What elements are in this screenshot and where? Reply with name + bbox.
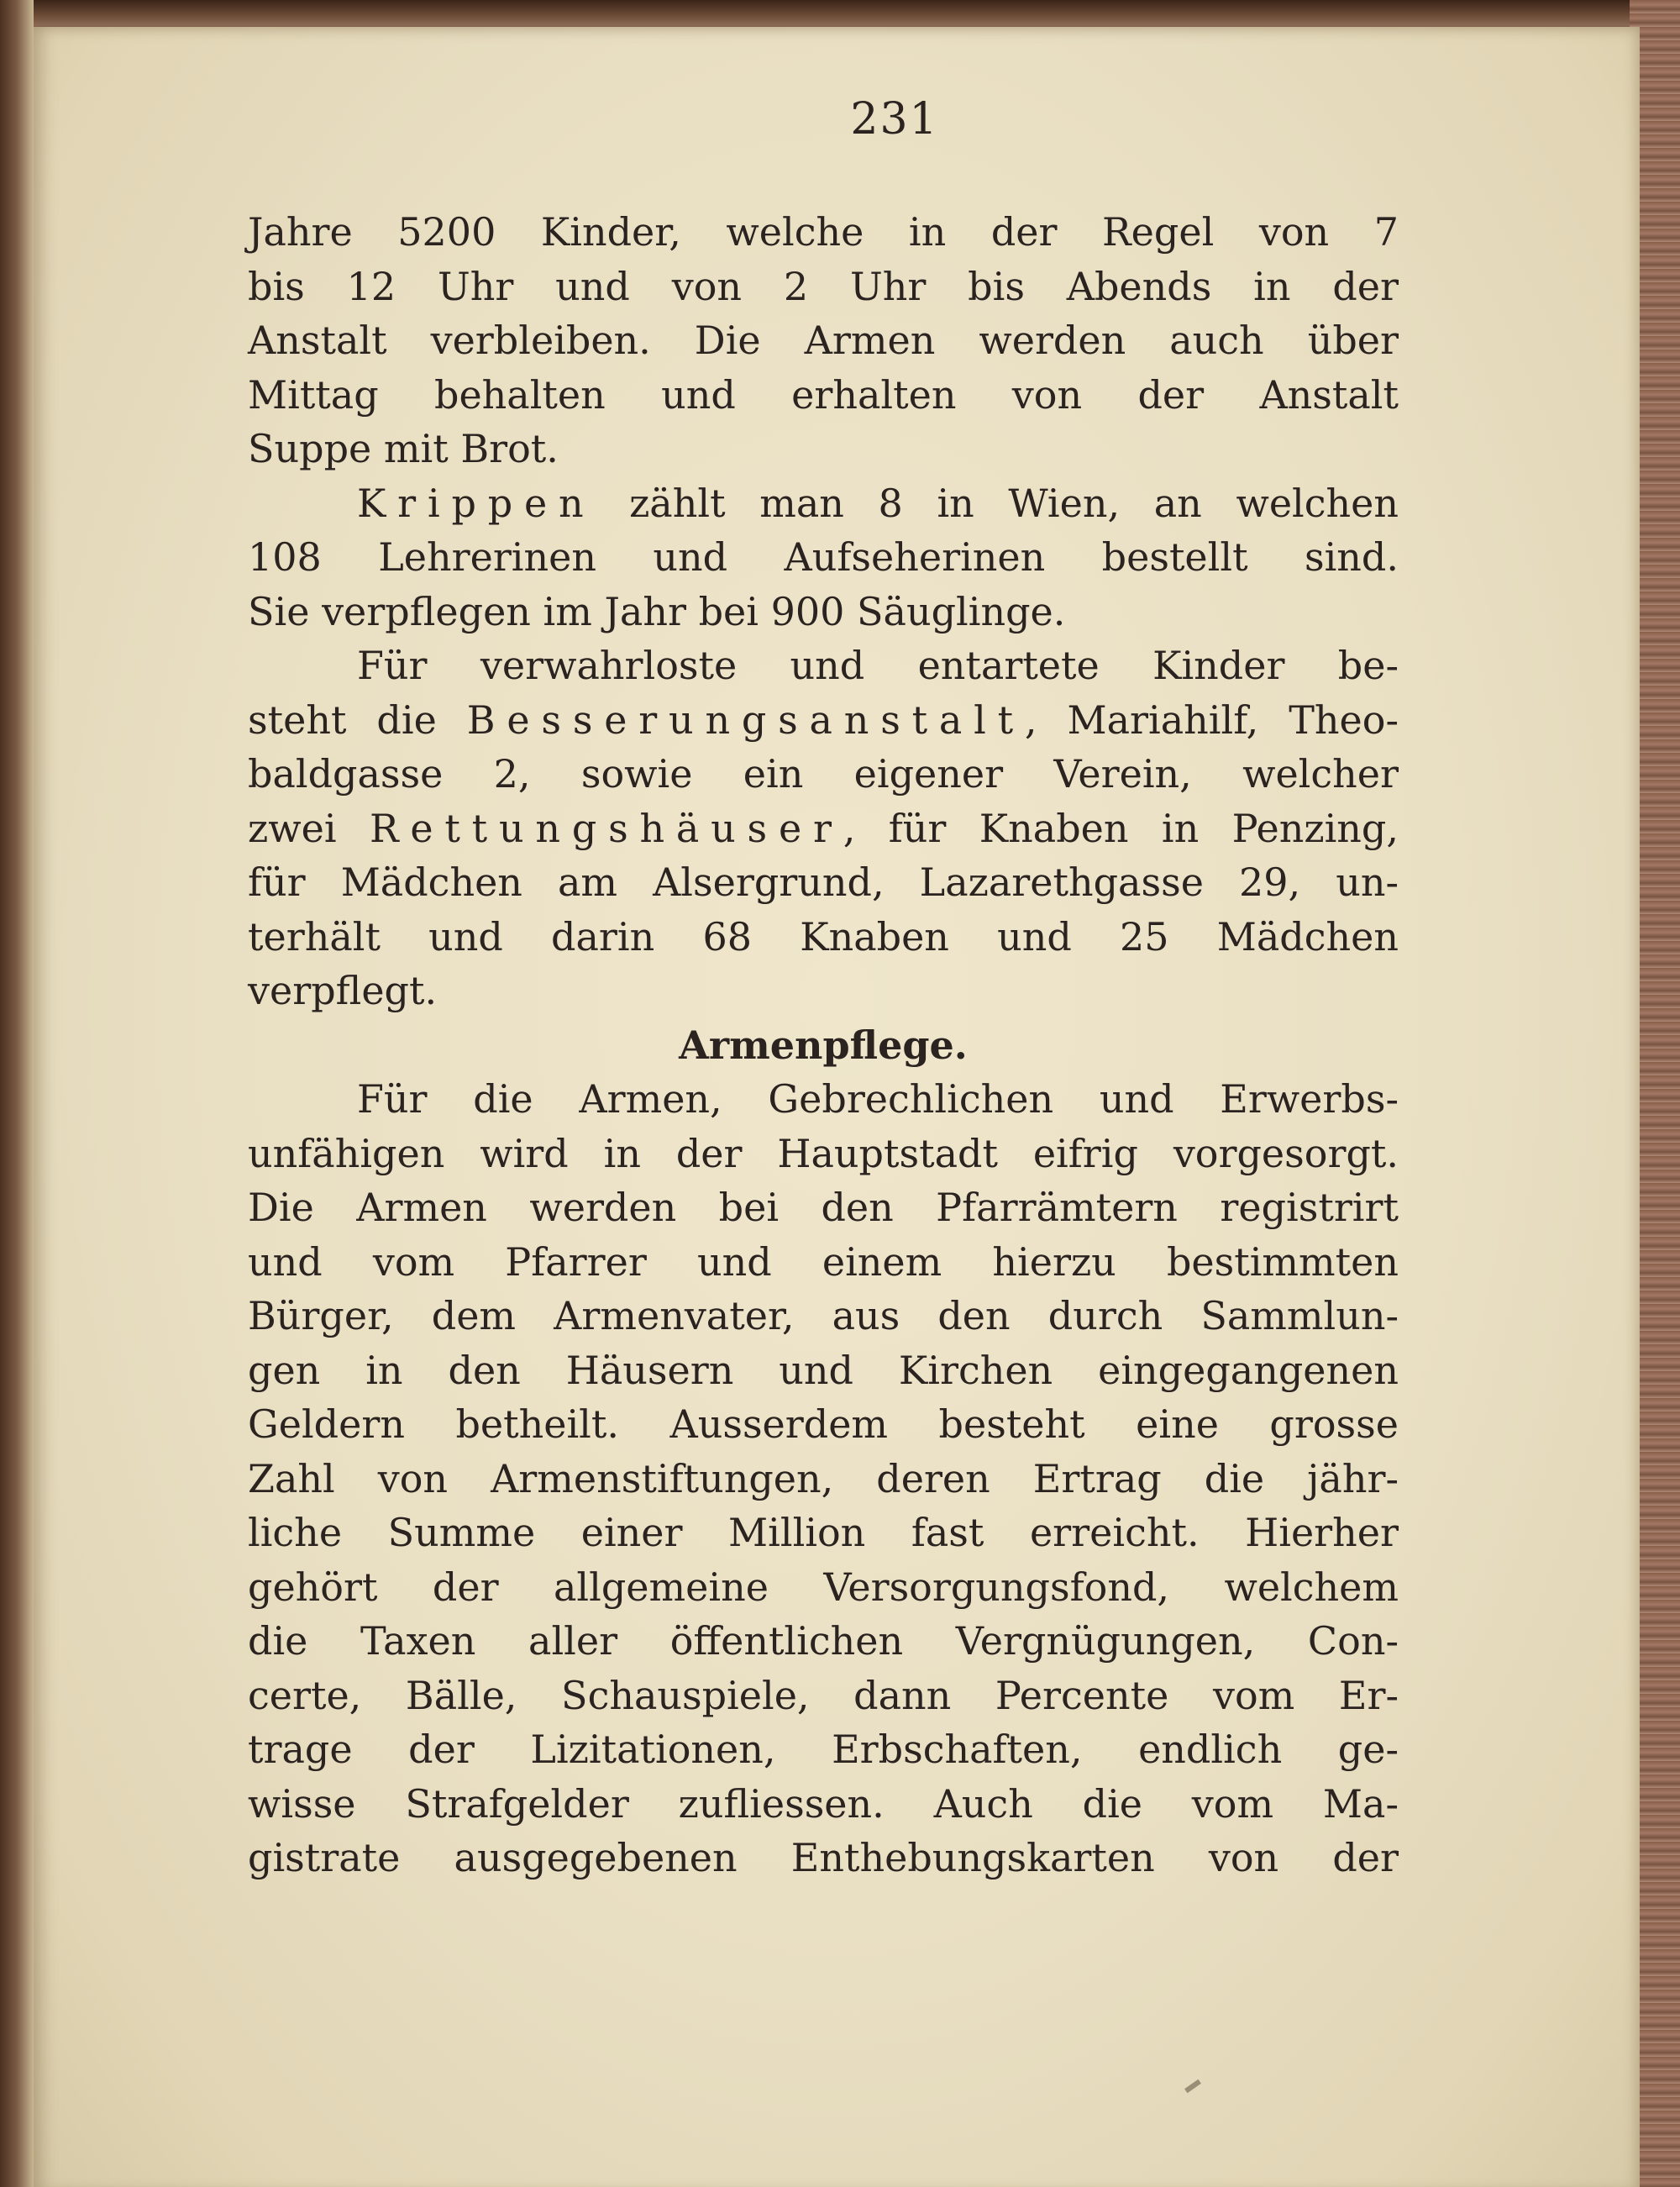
section-heading: Armenpflege. [679, 1022, 968, 1068]
emphasis-rettungshaeuser: Rettungshäuser [369, 805, 843, 851]
emphasis-besserungsanstalt: Besserungsanstalt [466, 697, 1025, 743]
text-span: , für Knaben in Penzing, [843, 805, 1399, 851]
page-text [248, 92, 1399, 1885]
text-line [248, 476, 1399, 531]
text-line: terhält und darin 68 Knaben und 25 Mädchen [248, 913, 1399, 959]
text-line [248, 802, 1399, 856]
text-line: die Taxen aller öffentlichen Vergnügungen, Con- [248, 1618, 1399, 1664]
text-line: trage der Lizitationen, Erbschaften, endlich ge- [248, 1727, 1399, 1772]
text-line: bis 12 Uhr und von 2 Uhr bis Abends in der [248, 263, 1399, 309]
text-line: Jahre 5200 Kinder, welche in der Regel von 7 [248, 209, 1399, 255]
text-line [248, 693, 1399, 748]
text-line: unfähigen wird in der Hauptstadt eifrig vorgesorgt. [248, 1130, 1399, 1176]
text-line: Geldern betheilt. Ausserdem besteht eine grosse [248, 1401, 1399, 1447]
text-line: certe, Bälle, Schauspiele, dann Percente vom Er- [248, 1672, 1399, 1718]
text-line: Für verwahrloste und entartete Kinder be- [357, 643, 1399, 688]
text-line: Zahl von Armenstiftungen, deren Ertrag die jähr- [248, 1455, 1399, 1501]
text-line: gehört der allgemeine Versorgungsfond, welchem [248, 1564, 1399, 1610]
emphasis-krippen: Krippen [357, 480, 596, 526]
text-line: gistrate ausgegebenen Enthebungskarten von der [248, 1835, 1399, 1880]
text-line: baldgasse 2, sowie ein eigener Verein, welcher [248, 751, 1399, 796]
book-spine [0, 0, 34, 2187]
text-line: Anstalt verbleiben. Die Armen werden auch über [248, 318, 1399, 363]
text-line: gen in den Häusern und Kirchen eingegangenen [248, 1347, 1399, 1393]
text-line: und vom Pfarrer und einem hierzu bestimmten [248, 1238, 1399, 1285]
text-line: 108 Lehrerinen und Aufseherinen bestellt sind. [248, 534, 1399, 580]
text-span: , Mariahilf, Theo- [1024, 697, 1399, 743]
text-line: Für die Armen, Gebrechlichen und Erwerbs- [357, 1076, 1399, 1122]
text-line: Suppe mit Brot. [248, 426, 559, 471]
text-line: Mittag behalten und erhalten von der Anstalt [248, 371, 1399, 418]
text-line: Die Armen werden bei den Pfarrämtern registrirt [248, 1185, 1399, 1230]
text-line: Bürger, dem Armenvater, aus den durch Sammlun- [248, 1293, 1399, 1338]
text-span: steht die [248, 697, 467, 743]
text-line: verpflegt. [248, 968, 438, 1013]
text-span: zählt man 8 in Wien, an welchen [595, 480, 1399, 526]
text-line: für Mädchen am Alsergrund, Lazarethgasse 29, un- [248, 860, 1399, 905]
text-line: liche Summe einer Million fast erreicht. Hierher [248, 1510, 1399, 1555]
text-line: Sie verpflegen im Jahr bei 900 Säuglinge. [248, 588, 1066, 634]
page-number: 231 [850, 94, 939, 145]
text-span: zwei [248, 805, 370, 851]
text-line: wisse Strafgelder zufliessen. Auch die vom Ma- [248, 1780, 1399, 1827]
